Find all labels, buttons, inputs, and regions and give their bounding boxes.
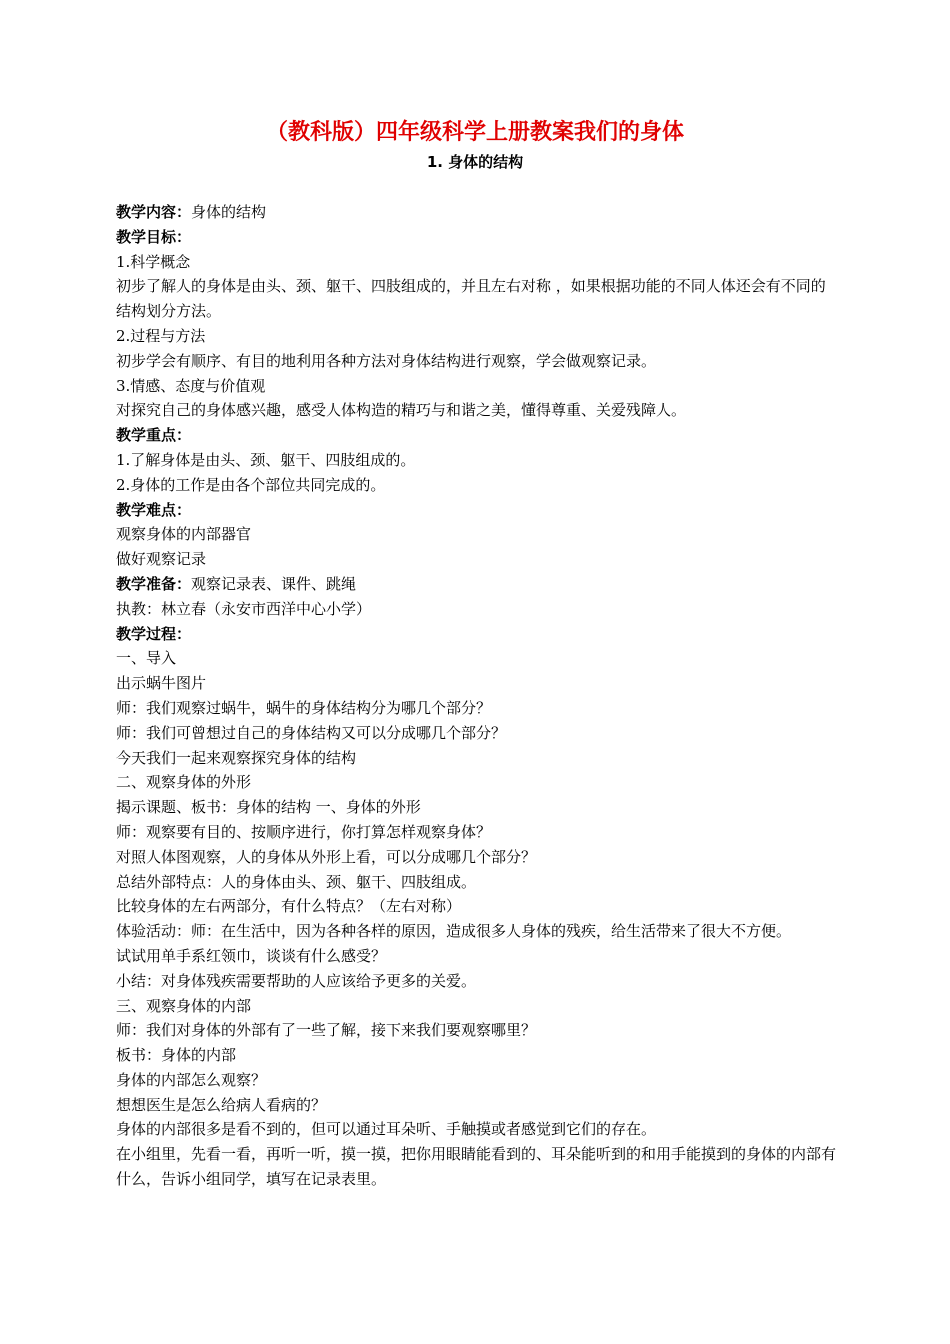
text-line — [116, 498, 838, 523]
line-text: 3.情感、态度与价值观 — [116, 376, 266, 395]
text-line — [116, 448, 838, 473]
line-text: 身体的内部怎么观察？ — [116, 1070, 267, 1089]
line-text: 1.了解身体是由头、颈、躯干、四肢组成的。 — [116, 450, 416, 469]
section-label: 教学过程： — [116, 624, 192, 643]
text-line — [116, 845, 838, 870]
text-line — [116, 696, 838, 721]
text-line — [116, 324, 838, 349]
line-text: 小结：对身体残疾需要帮助的人应该给予更多的关爱。 — [116, 971, 477, 990]
line-text: 今天我们一起来观察探究身体的结构 — [116, 748, 357, 767]
text-line — [116, 473, 838, 498]
text-line — [116, 994, 838, 1019]
line-text: 1.科学概念 — [116, 252, 191, 271]
line-text: 总结外部特点：人的身体由头、颈、躯干、四肢组成。 — [116, 872, 477, 891]
text-line — [116, 398, 838, 423]
text-line — [116, 200, 838, 225]
text-line — [116, 746, 838, 771]
text-line — [116, 547, 838, 572]
line-text: 做好观察记录 — [116, 550, 207, 569]
text-line — [116, 1142, 838, 1192]
text-line — [116, 894, 838, 919]
document-title: （教科版）四年级科学上册教案我们的身体 — [265, 120, 684, 145]
text-line — [116, 622, 838, 647]
line-text: 2.身体的工作是由各个部位共同完成的。 — [116, 475, 386, 494]
text-line — [116, 671, 838, 696]
text-line — [116, 969, 838, 994]
line-text: 执教：林立春（永安市西洋中心小学） — [116, 599, 372, 618]
line-text: 身体的结构 — [191, 203, 267, 221]
text-line — [116, 820, 838, 845]
text-line — [116, 349, 838, 374]
text-line — [116, 423, 838, 448]
line-text: 在小组里，先看一看，再听一听，摸一摸，把你用眼睛能看到的、耳朵能听到的和用手能摸到的身体的内部有什么，告诉小组同学，填写在记录表里。 — [116, 1145, 837, 1189]
line-text: 观察记录表、课件、跳绳 — [191, 574, 357, 593]
line-text: 揭示课题、板书：身体的结构 一、身体的外形 — [116, 798, 421, 817]
text-line — [116, 250, 838, 275]
line-text: 2.过程与方法 — [116, 326, 206, 345]
line-text: 对照人体图观察，人的身体从外形上看，可以分成哪几个部分？ — [116, 847, 537, 866]
line-text: 板书：身体的内部 — [116, 1046, 237, 1065]
line-text: 观察身体的内部器官 — [116, 525, 252, 544]
section-label: 教学重点： — [116, 426, 192, 445]
line-text: 三、观察身体的内部 — [116, 996, 252, 1015]
line-text: 师：我们可曾想过自己的身体结构又可以分成哪几个部分？ — [116, 723, 507, 742]
line-text: 想想医生是怎么给病人看病的？ — [116, 1095, 327, 1114]
line-text: 试试用单手系红领巾，谈谈有什么感受？ — [116, 946, 387, 965]
text-line — [116, 646, 838, 671]
line-text: 师：我们观察过蜗牛，蜗牛的身体结构分为哪几个部分？ — [116, 698, 492, 717]
line-text: 一、导入 — [116, 649, 177, 668]
text-line — [116, 919, 838, 944]
line-text: 体验活动：师：在生活中，因为各种各样的原因，造成很多人身体的残疾，给生活带来了很大不方便。 — [116, 922, 792, 941]
text-line — [116, 274, 838, 324]
document-body — [116, 200, 838, 1192]
line-text: 师：我们对身体的外部有了一些了解，接下来我们要观察哪里？ — [116, 1021, 537, 1040]
line-text: 出示蜗牛图片 — [116, 674, 207, 693]
text-line — [116, 1117, 838, 1142]
text-line — [116, 770, 838, 795]
text-line — [116, 597, 838, 622]
text-line — [116, 1018, 838, 1043]
section-label: 教学难点： — [116, 500, 192, 519]
line-text: 初步了解人的身体是由头、颈、躯干、四肢组成的，并且左右对称 ，如果根据功能的不同人体还会有不同的结构划分方法。 — [116, 277, 826, 321]
text-line — [116, 944, 838, 969]
text-line — [116, 225, 838, 250]
text-line — [116, 1043, 838, 1068]
section-label: 教学目标： — [116, 227, 192, 246]
line-text: 身体的内部很多是看不到的，但可以通过耳朵听、手触摸或者感觉到它们的存在。 — [116, 1120, 657, 1139]
section-label: 教学准备： — [116, 574, 192, 593]
line-text: 二、观察身体的外形 — [116, 773, 252, 792]
text-line — [116, 795, 838, 820]
text-line — [116, 374, 838, 399]
document-subtitle: 1. 身体的结构 — [426, 153, 524, 171]
section-label: 教学内容： — [116, 203, 192, 221]
text-line — [116, 572, 838, 597]
text-line — [116, 1093, 838, 1118]
line-text: 初步学会有顺序、有目的地利用各种方法对身体结构进行观察，学会做观察记录。 — [116, 351, 657, 370]
line-text: 比较身体的左右两部分，有什么特点？（左右对称） — [116, 897, 462, 916]
text-line — [116, 1068, 838, 1093]
text-line — [116, 870, 838, 895]
line-text: 师：观察要有目的、按顺序进行，你打算怎样观察身体？ — [116, 822, 492, 841]
line-text: 对探究自己的身体感兴趣，感受人体构造的精巧与和谐之美，懂得尊重、关爱残障人。 — [116, 401, 687, 420]
text-line — [116, 522, 838, 547]
text-line — [116, 721, 838, 746]
